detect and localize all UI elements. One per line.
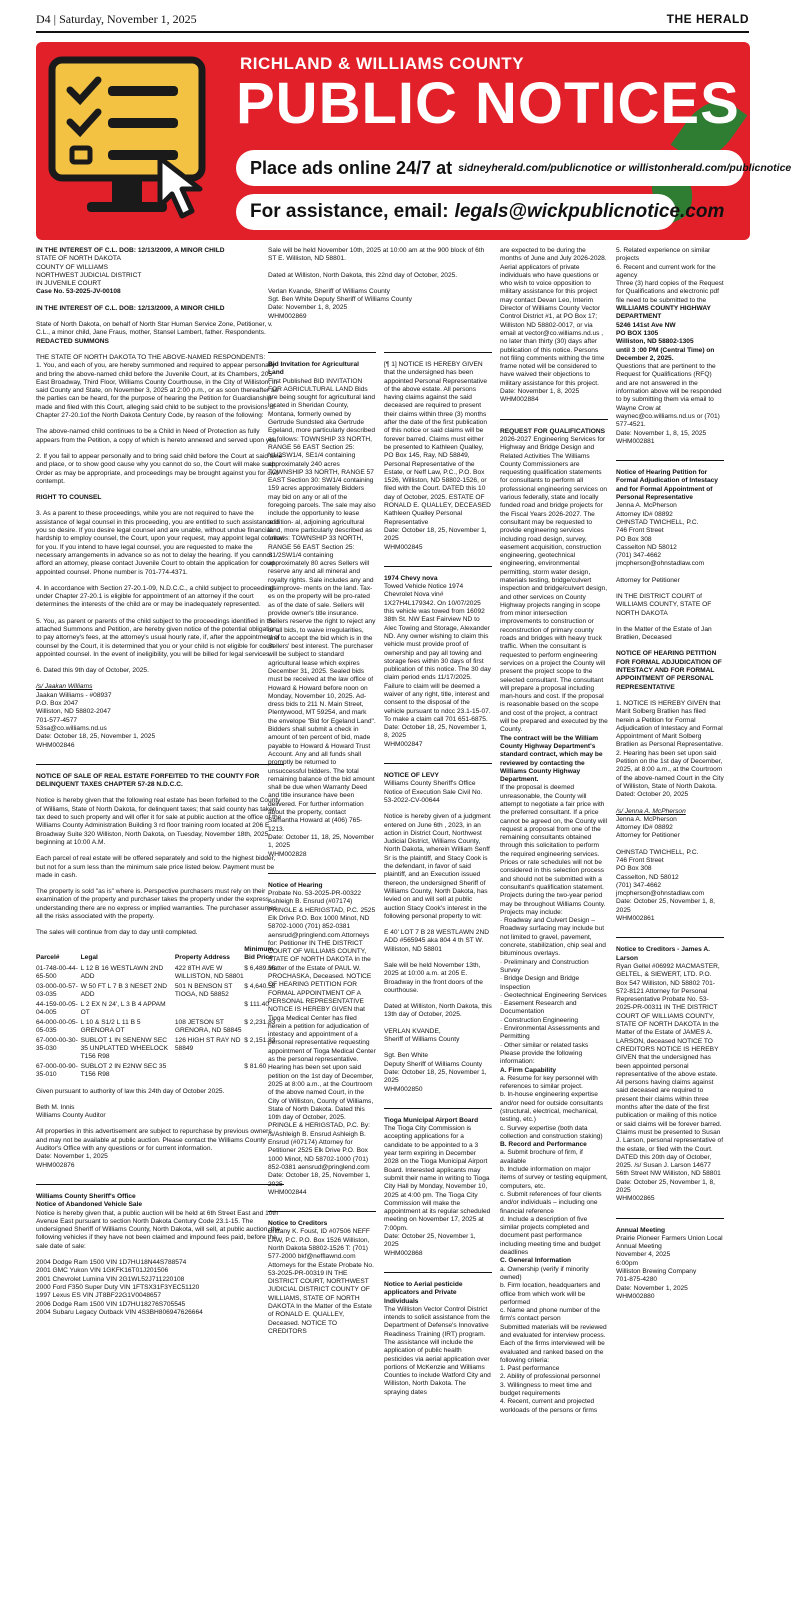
paragraph: Please provide the following information: bbox=[500, 1049, 583, 1066]
paragraph: are expected to be during the months of June and July 2026-2028. Aerial applicators of private individuals who have questions or who wish to voice opposition to military assistance for this project may contact Devan Leo, Interim Director of Williams County Vector Control District #1, at PO Box 17; Williston ND 58802-0017, or via email at vector@co.williams.nd.us , no later than thirty (30) days after publication of this notice. Persons not filing comments withing the time frame noted will be considered to have waived their objections to military assistance for this project. bbox=[500, 247, 607, 387]
text-line: Date: October 25, November 1, 8, 2025 bbox=[616, 898, 715, 914]
paragraph: The sales will continue from day to day until completed. bbox=[36, 929, 198, 937]
notice-title: Tioga Municipal Airport Board bbox=[384, 1116, 479, 1124]
text-line: WHM002876 bbox=[36, 1161, 75, 1169]
banner-subtitle: RICHLAND & WILLIAMS COUNTY bbox=[240, 54, 525, 73]
text-line: Verlan Kvande, Sheriff of Williams County bbox=[268, 287, 390, 295]
list-item: 2. Ability of professional personnel bbox=[500, 1373, 601, 1381]
text-line: WHM002844 bbox=[268, 1188, 307, 1196]
place-ads-pill bbox=[236, 150, 791, 186]
banner-title: PUBLIC NOTICES bbox=[236, 71, 740, 136]
text-line: Date: October 18, 25, November 1, 2025 bbox=[384, 526, 487, 543]
paragraph: THE STATE OF NORTH DAKOTA TO THE ABOVE-NAMED RESPONDENTS: bbox=[36, 353, 266, 361]
list-item: b. Include information on major items of survey or testing equipment, computers, etc. bbox=[500, 1166, 608, 1190]
table-row bbox=[36, 1018, 284, 1036]
text-line: Dated: October 20, 2025 bbox=[616, 791, 689, 799]
text-line: (701) 347-4662 bbox=[616, 552, 662, 560]
text-line: WILLIAMS COUNTY HIGHWAY DEPARTMENT bbox=[616, 305, 711, 321]
cell: $ 2,151.83 bbox=[244, 1036, 276, 1044]
text-line: Beth M. Innis bbox=[36, 1103, 75, 1111]
divider bbox=[500, 419, 608, 420]
notice-title: Notice of Abandoned Vehicle Sale bbox=[36, 1201, 143, 1209]
text-line: OHNSTAD TWICHELL, P.C. bbox=[616, 518, 699, 526]
list-item: 2004 Subaru Legacy Outback VIN 4S3BH806947626664 bbox=[36, 1308, 203, 1316]
paragraph: Three (3) hard copies of the Request for Qualifications and electronic pdf file need to be submitted to the bbox=[616, 280, 724, 304]
section-heading: B. Record and Performance bbox=[500, 1141, 587, 1149]
cell: L 2 EX N 24', L 3 B 4 APPAM OT bbox=[80, 1000, 166, 1016]
text-line: Prairie Pioneer Farmers Union Local bbox=[616, 1234, 723, 1242]
paragraph: Towed Vehicle Notice 1974 Chevrolet Nova vin# 1X27H4L179342. On 10/07/2025 this vehicle was towed from 16092 38th St. NW East Fairview ND to Alec Towing and Storage, Alexander ND. Any owner wishing to claim this vehicle must provide proof of ownership and pay all towing and storage fees within 30 days of first publication of this notice. The 30 day claim period ends 11/17/2025. Failure to claim will be deemed a waiver of any right, title, interest and consent to the disposal of the vehicle pursuant to ndcc 23.1-15-07. To make a claim call 701 651-6875. bbox=[384, 583, 491, 723]
text-line: Sgt. Ben White bbox=[384, 1052, 428, 1060]
paragraph: 2. Hearing has been set upon said Petition on the 1st day of December, 2025, at 8:00 a.m., at the Courtroom of the above-named Court in the City of Williston, State of North Dakota. bbox=[616, 749, 724, 790]
case-number: Case No. 53-2025-JV-00108 bbox=[36, 288, 121, 296]
notice-title: Notice of Hearing Petition for Formal Adjudication of Intestacy and for Formal Appointment of Personal Representative bbox=[616, 469, 718, 502]
list-item: · Other similar or related tasks bbox=[500, 1041, 589, 1049]
text-line: Date: October 25, November 1, 8, 2025 bbox=[616, 1178, 715, 1194]
divider bbox=[268, 873, 376, 874]
text-line: jmcpherson@ohnstadlaw.com bbox=[616, 890, 705, 898]
text-line: NORTHWEST JUDICIAL DISTRICT bbox=[36, 271, 142, 279]
text-line: Jenna A. McPherson bbox=[616, 502, 677, 510]
paragraph: Submitted materials will be reviewed and evaluated for interview process. Each of the firms interviewed will be evaluated and ranked based on the following criteria: bbox=[500, 1323, 607, 1364]
text-line: WHM002869 bbox=[268, 312, 307, 320]
notice-title: Notice to Aerial pesticide applicators and Private Individuals bbox=[384, 1280, 463, 1305]
paragraph: The above-named child continues to be a Child in Need of Protection as fully appears from the Petition, a copy of which is hereto annexed and served upon you. bbox=[36, 428, 279, 444]
paragraph: Sale will be held November 10th, 2025 at 10:00 am at the 900 block of 6th ST E. Williston, ND 58801. bbox=[268, 247, 485, 263]
paragraph: 2. If you fail to appear personally and to bring said child before the Court at said time and place, or to show good cause why you cannot do so, the Court will make such Order as may be appropriate, and proceedings may be brought against you for civil contempt. bbox=[36, 452, 283, 485]
cell: $ 2,231.83 bbox=[244, 1018, 276, 1026]
cell: 501 N BENSON ST TIOGA, ND 58852 bbox=[174, 982, 233, 998]
text-line: WHM002881 bbox=[616, 437, 655, 445]
text-line: Attorney for Petitioner bbox=[616, 576, 680, 584]
list-item: · Geotechnical Engineering Services bbox=[500, 991, 607, 999]
list-item: 5. Related experience on similar projects bbox=[616, 247, 711, 263]
paragraph: First Published BID INVITATION FOR AGRICULTURAL LAND Bids are being sought for agricultural land located in Sheridan County, Montana, formerly owned by Gertrude Sundsted aka Gertrude Egeland, more particularly described as follows: TOWNSHIP 33 NORTH, RANGE 56 EAST Section 25: N1/2SW1/4, SE1/4 containing approximately 240 acres TOWNSHIP 33 NORTH, RANGE 57 EAST Section 30: SW1/4 containing 159 acres approximately Bidders may bid on any or all of the foregoing parcels. The sale may also include the opportunity to lease addition- al, adjoining agricultural land, more particularly described as follows: TOWNSHIP 33 NORTH, RANGE 56 EAST Section 25: S1/2SW1/4 containing approximately 80 acres Sellers will reserve any and all mineral and royalty rights. Sale includes any and all improve- ments on the land. Tax- es on the property will be pro-rated as of the date of sale. Sellers will provide owner's title insurance. Sellers reserve the right to reject any or all bids, to waive irregularities, and to accept the bid which is in the Sellers' best interest. The purchaser will be subject to standard agricultural lease which expires December 31, 2025. Sealed bids must be received at the law office of Howard & Howard before noon on Monday, November 10, 2025. Ad- dress bids to 211 N. Main Street, Plentywood, MT 59254, and mark the envelope "Bid for Egeland Land". Bidders shall submit a check in amount of ten percent of bid, made payable to Howard & Howard Trust Account. Any and all funds shall promptly be returned to unsuccessful bidders. The total remaining balance of the bid amount shall be due when Warranty Deed and title insurance have been delivered. For further information about the property, contact Samantha Howard at (406) 765-1213. bbox=[268, 377, 376, 833]
signature: /s/ Jenna A. McPherson bbox=[616, 807, 686, 815]
list-item: 2006 Dodge Ram 1500 VIN 1D7HU18276S705545 bbox=[36, 1300, 186, 1308]
text-line: STATE OF NORTH DAKOTA bbox=[36, 255, 121, 263]
column-header: Legal bbox=[80, 953, 98, 961]
cell: $ 6,489.36 bbox=[244, 964, 276, 972]
header-rule bbox=[36, 31, 749, 33]
text-line: Attorney ID# 08892 bbox=[616, 510, 673, 518]
redacted-summons: REDACTED SUMMONS bbox=[36, 337, 109, 345]
notice-title: Annual Meeting bbox=[616, 1226, 666, 1234]
text-line: Date: November 1, 8, 15, 2025 bbox=[616, 429, 707, 437]
paragraph: Dated at Williston, North Dakota, this 13th day of October, 2025. bbox=[384, 1003, 492, 1019]
divider bbox=[384, 1108, 492, 1109]
notice-title: NOTICE OF LEVY bbox=[384, 772, 439, 780]
column-3 bbox=[268, 352, 376, 1336]
public-notices-banner bbox=[36, 42, 791, 240]
column-6 bbox=[616, 247, 724, 1301]
paragraph: Questions that are pertinent to the Request for Qualifications (RFQ) and are not answered in the information above will be responded to by submitting them via email to Wayne Crow at waynec@co.williams.nd.us or (701) 577-4521. bbox=[616, 363, 722, 429]
divider bbox=[384, 566, 492, 567]
paragraph: Sale will be held November 13th, 2025 at 10:00 a.m. at 205 E. Broadway in the front doors of the courthouse. bbox=[384, 962, 483, 994]
monitor-checklist-icon bbox=[42, 50, 228, 236]
text-line: COUNTY OF WILLIAMS bbox=[36, 263, 109, 271]
text-line: 6:00pm bbox=[616, 1259, 638, 1267]
notice-title: Bid Invitation for Agricultural Land bbox=[268, 361, 359, 377]
paragraph: In the Matter of the Estate of Jan Bratlien, Deceased bbox=[616, 625, 712, 642]
column-1 bbox=[36, 247, 284, 1317]
list-item: 3. Willingness to meet time and budget requirements bbox=[500, 1381, 592, 1398]
list-item: c. Survey expertise (both data collection and construction staking) bbox=[500, 1124, 603, 1140]
table-row bbox=[36, 1036, 284, 1062]
text-line: VERLAN KVANDE, bbox=[384, 1027, 441, 1035]
divider bbox=[616, 937, 724, 938]
notice-title: Williams County Sheriff's Office bbox=[36, 1192, 136, 1200]
paragraph: Notice is hereby given that, a public auction will be held at 6th Street East and 10th Avenue East pursuant to section North Dakota Century Code 23.1-15. The undersigned Sheriff of Williams County, North Dakota, will sell, at public auction, the following vehicles if they have not been claimed and impound fees paid, before the sale date of sale: bbox=[36, 1209, 281, 1250]
paragraph: IN THE DISTRICT COURT of WILLIAMS COUNTY, STATE OF NORTH DAKOTA bbox=[616, 592, 712, 617]
text-line: Date: November 1, 2025 bbox=[616, 1284, 688, 1292]
list-item: 1997 Lexus ES VIN JT8BF22G1V0048657 bbox=[36, 1292, 161, 1300]
text-line: WHM002850 bbox=[384, 1085, 423, 1093]
list-item: c. Name and phone number of the firm's contact person bbox=[500, 1307, 601, 1323]
list-item: a. Submit brochure of firm, if available bbox=[500, 1149, 583, 1165]
notice-title: NOTICE OF SALE OF REAL ESTATE FORFEITED TO THE COUNTY FOR DELINQUENT TAXES CHAPTER 57-28 N.D.C.C. bbox=[36, 772, 260, 789]
bold-paragraph: The contract will be the William County Highway Department's standard contract, which may be reviewed by contacting the Williams County Highway Department. bbox=[500, 734, 603, 784]
divider bbox=[384, 763, 492, 764]
paragraph: Each parcel of real estate will be offered separately and sold to the highest bidder, but not for a sum less than the minimum sale price listed below. Payment must be made in cash. bbox=[36, 855, 276, 879]
section-heading: A. Firm Capability bbox=[500, 1066, 557, 1074]
text-line: Date: November 1, 8, 2025 bbox=[500, 388, 580, 396]
paragraph: [¶ 1] NOTICE IS HEREBY GIVEN that the undersigned has been appointed Personal Representative of the above estate. All persons having claims against the said deceased are required to present their claims within three (3) months after the date of the first publication of this notice or said claims will be forever barred. Claims must either be presented to Kathleen Qualley, PO Box 145, Ray, ND 58849, Personal Representative of the Estate, or Neff Law, P.C., P.O. Box 1526, Williston, ND 58802-1526, or filed with the Court. DATED this 10 day of October, 2025. ESTATE OF RONALD E. QUALLEY, DECEASED Kathleen Qualley Personal Representative bbox=[384, 361, 491, 526]
text-line: Attorney for Petitioner bbox=[616, 832, 680, 840]
section-heading: RIGHT TO COUNSEL bbox=[36, 494, 102, 502]
text-line: 746 Front Street bbox=[616, 857, 664, 864]
text-line: 701-875-4280 bbox=[616, 1276, 658, 1284]
notice-title: REQUEST FOR QUALIFICATIONS bbox=[500, 427, 606, 435]
cell: SUBLOT 2 IN E2NW SEC 35 T156 R98 bbox=[80, 1062, 167, 1078]
cell: W 50 FT L 7 B 3 NESET 2ND ADD bbox=[80, 982, 167, 998]
deadline: until 3 :00 PM (Central Time) on December 2, 2025. bbox=[616, 346, 715, 362]
text-line: November 4, 2025 bbox=[616, 1251, 671, 1259]
section-heading: C. General Information bbox=[500, 1257, 572, 1265]
text-line: Williston, ND 58802-2047 bbox=[36, 708, 111, 716]
table-row bbox=[36, 964, 284, 982]
paper-name: THE HERALD bbox=[666, 12, 749, 26]
cell: $ 4,640.58 bbox=[244, 982, 276, 990]
page-date: D4 | Saturday, November 1, 2025 bbox=[36, 11, 197, 26]
parcel-table bbox=[36, 946, 284, 1080]
text-line: 746 Front Street bbox=[616, 527, 664, 535]
notice-title: Notice to Creditors bbox=[268, 1220, 328, 1228]
cell bbox=[175, 1062, 244, 1080]
text-line: PO BOX 1305 bbox=[616, 329, 659, 337]
paragraph: 1. NOTICE IS HEREBY GIVEN that Marit Solberg Bratlien has filed herein a Petition for Formal Adjudication of Intestacy and Formal Appointment of Marit Solberg Bratlien as Personal Representative. bbox=[616, 699, 724, 749]
paragraph: All properties in this advertisement are subject to repurchase by previous owners and may not be available at public auction. Please contact the Williams County Auditor's Office with any questions or for current information. bbox=[36, 1128, 272, 1153]
paragraph: 2026-2027 Engineering Services for Highway and Bridge Design and Related Activities The Williams County Commissioners are requesting qualification statements for consultants to perform all professional engineering services on various federally, state and locally funded road and bridge projects for the Fiscal Years 2026-2027. The consultant may be requested to provide engineering services including road design, survey, easement acquisition, construction engineering, geotechnical engineering, environmental permitting, storm water design, materials testing, bridge/culvert inspection and bridge/culvert design, and other services on County Highway projects ranging in scope from minor intersection improvements to construction or reconstruction of primary county roads and bridges with heavy truck traffic. When the consultant is requested to perform engineering services on a project the County will present the project scope to the selected consultant. The consultant will prepare a proposal including man-hours and cost. If the proposal is reasonable based on the scope and cost of the project, a contract will be prepared and executed by the County. bbox=[500, 435, 608, 734]
text-line: Williston, ND 58802-1305 bbox=[616, 338, 694, 346]
cell: 67-000-00-30-35-030 bbox=[36, 1036, 78, 1052]
text-line: Sgt. Ben White Deputy Sheriff of Williams County bbox=[268, 296, 412, 304]
notice-title: IN THE INTEREST OF C.L. DOB: 12/13/2009, A MINOR CHILD bbox=[36, 247, 225, 254]
paragraph: Dated at Williston, North Dakota, this 22nd day of October, 2025. bbox=[268, 271, 458, 279]
list-item: · Construction Engineering bbox=[500, 1016, 579, 1024]
text-line: IN JUVENILE COURT bbox=[36, 280, 102, 288]
parties: State of North Dakota, on behalf of North Star Human Service Zone, Petitioner, v. C.L., a minor child, Jane Fraus, mother, Stansel Lambert, father. Respondents. bbox=[36, 321, 273, 337]
text-line: P.O. Box 2047 bbox=[36, 700, 79, 708]
divider bbox=[268, 352, 376, 353]
text-line: WHM002845 bbox=[384, 543, 423, 551]
assist-text: For assistance, email: bbox=[250, 201, 449, 222]
text-line: Williston Brewing Company bbox=[616, 1268, 697, 1276]
place-ads-urls[interactable]: sidneyherald.com/publicnotice or willistonherald.com/publicnotice bbox=[458, 162, 791, 174]
text-line: Casselton ND 58012 bbox=[616, 543, 677, 551]
paragraph: 3. As a parent to these proceedings, while you are not required to have the assistance of legal counsel in this proceeding, you are entitled to such assistance if you so desire. If you desire legal counsel and are unable, without undue financial hardship to employ counsel, the Court, upon your request, may appoint legal counsel for you. If you intend to have legal counsel, you are requested to make the necessary arrangements in advance so as not to delay the hearing. If you cannot afford an attorney, please contact Juvenile Court to obtain the application for court-appointed counsel. Phone number is 701-774-4371. bbox=[36, 510, 284, 576]
paragraph: The Williston Vector Control District intends to solicit assistance from the Department of Defense's Innovative Readiness Training (IRT) program. The assistance will include the application of public health pesticides via aerial application over portions of McKenzie and Williams Counties to include Watford City and Williston, North Dakota. The spraying dates bbox=[384, 1305, 491, 1396]
cell: 67-000-00-90-35-010 bbox=[36, 1062, 78, 1078]
text-line: Date: October 25, November 1, 2025 bbox=[384, 1233, 476, 1249]
divider bbox=[268, 1211, 376, 1212]
paragraph: Probate No. 53-2025-PR-00322 Ashleigh B. Ensrud (#07174) PRINGLE & HERIGSTAD, P.C. 2525 Elk Drive P.O. Box 1000 Minot, ND 58702-1000 (701) 852-0381 aensrud@pringlend.com Attorneys for: Petitioner IN THE DISTRICT COURT OF WILLIAMS COUNTY, STATE OF NORTH DAKOTA In the Matter of the Estate of PAUL W. PROCHASKA, Deceased. NOTICE OF HEARING PETITION FOR FORMAL APPOINTMENT OF A PERSONAL REPRESENTATIVE NOTICE IS HEREBY GIVEN that Tioga Medical Center has filed herein a petition for adjudication of intestacy and appointment of a personal representative requesting appointment of Tioga Medical Center as the personal representative. Hearing has been set upon said petition on the 1st day of December, 2025 at 8:00 a.m., at the Courtroom of the above named Court, in the City of Williston, County of Williams, State of North Dakota. Dated this 10th day of October, 2025. PRINGLE & HERIGSTAD, P.C. By: /s/Ashleigh B. Ensrud Ashleigh B. Ensrud (#07174) Attorney for Petitioner 2525 Elk Drive P.O. Box 1000 Minot, ND 58702-1000 (701) 852-0381 aensrud@pringlend.com bbox=[268, 890, 376, 1171]
text-line: jmcpherson@ohnstadlaw.com bbox=[616, 560, 705, 568]
divider bbox=[384, 1272, 492, 1273]
paragraph: The property is sold "as is" where is. Perspective purchasers must rely on their examination of the property and purchaser takes the property under the express understanding there are no express or implied warranties. The purchaser assumes all the risks associated with the property. bbox=[36, 888, 278, 920]
cell: 03-000-00-57-03-035 bbox=[36, 982, 78, 998]
place-ads-text: Place ads online 24/7 at bbox=[250, 157, 453, 178]
list-item: 1. Past performance bbox=[500, 1365, 560, 1373]
list-item: a. Resume for key personnel with references to similar project. bbox=[500, 1074, 598, 1091]
text-line: Deputy Sheriff of Williams County bbox=[384, 1060, 483, 1068]
column-header: Parcel# bbox=[36, 953, 60, 961]
divider bbox=[36, 764, 284, 765]
paragraph: 1. You, and each of you, are hereby summoned and required to appear personally and bring the above-named child before the Juvenile Court, at its Chambers, 205 East Broadway, Third Floor, Williams County Courthouse, in the City of Williston, in said County and State, on November 3, 2025 at 2:00 p.m., or as soon thereafter as the parties can be heard, for the purpose of hearing the Petition for Guardianship made and filed with this Court, alleging said child to be subject to the provisions of Chapter 27-20.1of the North Dakota Century Code, by reason of the following: bbox=[36, 362, 278, 420]
divider bbox=[616, 1218, 724, 1219]
paragraph: Ryan Gellel #06992 MACMASTER, GELTEL, & SIEWERT, LTD. P.O. Box 547 Williston, ND 58802 701-572-8121 Attorney for Personal Representative Probate No. 53-2025-PR-00311 IN THE DISTRICT COURT OF WILLIAMS COUNTY, STATE OF NORTH DAKOTA In the Matter of the Estate of JAMES A. LARSON, deceased NOTICE TO CREDITORS NOTICE IS HEREBY GIVEN that the undersigned has been appointed personal representative of the above estate. All persons having claims against said deceased are required to present their claims within three months after the date of the first publication or mailing of this notice or said claims will be forever barred. Claims must be presented to Susan J. Larson, personal representative of the estate, or filed with the Court. DATED this 20th day of October, 2025. /s/ Susan J. Larson 14677 56th Street NW Williston, ND 58801 bbox=[616, 962, 724, 1178]
notice-title: Notice of Hearing bbox=[268, 881, 323, 889]
text-line: Jenna A. McPherson bbox=[616, 815, 677, 823]
divider bbox=[36, 1184, 284, 1185]
signature: /s/ Jaakan Williams bbox=[36, 683, 93, 691]
paragraph: 4. In accordance with Section 27-20.1-09, N.D.C.C., a child subject to proceedings under Chapter 27-20.1 is eligible for appointment of an attorney if the court determines the interests of the child are or may be inadequately represented. bbox=[36, 584, 277, 609]
list-item: 6. Recent and current work for the agency bbox=[616, 263, 716, 279]
list-item: b. In-house engineering expertise and/or need for outside consultants (structural, electrical, mechanical, testing, etc.) bbox=[500, 1091, 604, 1124]
text-line: Jaakan Williams - #08937 bbox=[36, 691, 112, 699]
list-item: 2004 Dodge Ram 1500 VIN 1D7HU18N44S788574 bbox=[36, 1259, 187, 1267]
paragraph: Williams County Sheriff's Office Notice of Execution Sale Civil No. 53-2022-CV-00644 bbox=[384, 780, 483, 804]
text-line: PO Box 308 bbox=[616, 535, 652, 543]
cell: 108 JETSON ST GRENORA, ND 58845 bbox=[174, 1018, 242, 1034]
text-line: Date: November 1, 2025 bbox=[36, 1153, 108, 1161]
list-item: · Easement Research and Documentation bbox=[500, 1000, 577, 1016]
assist-email[interactable]: legals@wickpublicnotice.com bbox=[454, 201, 725, 222]
list-item: b. Firm location, headquarters and office from which work will be performed bbox=[500, 1282, 601, 1306]
cell: L 12 B 16 WESTLAWN 2ND ADD bbox=[80, 964, 164, 980]
column-header: Property Address bbox=[174, 953, 230, 961]
table-header-row bbox=[36, 946, 284, 964]
text-line: Date: October 18, 25, November 1, 8, 2025 bbox=[384, 724, 487, 740]
text-line: Williams County Auditor bbox=[36, 1112, 106, 1120]
list-item: 2001 GMC Yukon VIN 1GKFK16T01J201506 bbox=[36, 1267, 169, 1275]
text-line: (701) 347-4662 bbox=[616, 881, 662, 889]
paragraph: E 40' LOT 7 B 28 WESTLAWN 2ND ADD #565945 aka 804 4 th ST W. Williston, ND 58801 bbox=[384, 929, 489, 953]
paragraph: Notice is hereby given that the following real estate has been forfeited to the County of Williams, State of North Dakota, for delinquent taxes; that said county has taken tax deed to such property and will offer it for sale at public auction at the office of the Williams County Administration Building 3 rd floor training room located at 206 E Broadway Suite 320 Williston, North Dakota, on Tuesday, November 18th, 2025, beginning at 10:00 A.M. bbox=[36, 797, 282, 846]
list-item: d. Include a description of five similar projects completed and document past performance including meeting time and budget deadlines bbox=[500, 1215, 601, 1257]
text-line: Date: November 1, 8, 2025 bbox=[268, 304, 348, 312]
cell: 422 8TH AVE W WILLISTON, ND 58801 bbox=[174, 964, 244, 980]
cell: $ 81.60 bbox=[244, 1062, 267, 1070]
list-item: a. Ownership (verify if minority owned) bbox=[500, 1265, 589, 1281]
table-row bbox=[36, 1062, 284, 1080]
notice-title: IN THE INTEREST OF C.L. DOB: 12/13/2009, A MINOR CHILD bbox=[36, 304, 225, 312]
assist-pill bbox=[236, 194, 725, 230]
text-line: Date: October 11, 18, 25, November 1, 2025 bbox=[268, 833, 374, 850]
list-item: c. Submit references of four clients and/or individuals – including one financial reference bbox=[500, 1190, 602, 1215]
paragraph: Given pursuant to authority of law this 24th day of October 2025. bbox=[36, 1087, 225, 1095]
cell: SUBLOT 1 IN SENENW SEC 35 UNPLATTED WHEELOCK T156 R98 bbox=[80, 1036, 169, 1060]
list-item: 4. Recent, current and projected workloads of the persons or firms bbox=[500, 1398, 598, 1414]
cell: 64-000-00-05-05-035 bbox=[36, 1018, 78, 1034]
list-item: · Preliminary and Construction Survey bbox=[500, 958, 589, 974]
column-5 bbox=[500, 247, 608, 1415]
text-line: WHM002868 bbox=[384, 1249, 423, 1257]
text-line: 701-577-4577 bbox=[36, 716, 78, 724]
list-item: 2001 Chevrolet Lumina VIN 2G1WL52J711220108 bbox=[36, 1275, 185, 1283]
text-line: Attorney ID# 08892 bbox=[616, 824, 673, 832]
paragraph: 6. Dated this 9th day of October, 2025. bbox=[36, 667, 149, 675]
column-2-top bbox=[268, 247, 494, 321]
table-row bbox=[36, 1000, 284, 1018]
divider bbox=[616, 460, 724, 461]
bold-paragraph: NOTICE OF HEARING PETITION FOR FORMAL ADJUDICATION OF INTESTACY AND FOR FORMAL APPOINTMENT OF PERSONAL REPRESENTATIVE bbox=[616, 650, 722, 691]
text-line: Date: October 18, 25, November 1, 2025 bbox=[36, 733, 156, 741]
column-4 bbox=[384, 352, 492, 1397]
cell: 44-159-00-05-04-005 bbox=[36, 1000, 78, 1016]
list-item: · Environmental Assessments and Permitting bbox=[500, 1025, 600, 1041]
page-header bbox=[36, 8, 749, 30]
text-line: Date: October 18, 25, November 1, 2025 bbox=[384, 1068, 487, 1085]
text-line: WHM002861 bbox=[616, 915, 655, 923]
cell bbox=[175, 1000, 244, 1018]
text-line: 53sa@co.williams.nd.us bbox=[36, 724, 107, 732]
paragraph: Notice is hereby given of a judgment entered on June 6th , 2023, in an action in District Court, Northwest Judicial District, Williams County, North Dakota, wherein William Senff Sr is the plaintiff, and Stacy Cook is the defendant, in favor of said plaintiff, and an Execution issued thereon, the undersigned Sheriff of Williams County, North Dakota, has levied on and will sell at public auction Stacy Cook's interest in the following personal property to wit: bbox=[384, 813, 491, 920]
column-header: Minimum Bid Price bbox=[244, 945, 274, 961]
text-line: WHM002847 bbox=[384, 740, 423, 748]
cell: L 10 & S1/2 L 11 B 5 GRENORA OT bbox=[80, 1018, 141, 1034]
paragraph: 5. You, as parent or parents of the child subject to the proceedings identified in the attached Summons and Petition, are hereby given notice of the potential obligation to pay attorney's fees, at the attorney's usual hourly rate, if, after the appointment of counsel by the Court, it is determined that you or your child is not eligible for court-appointed counsel. In the event of ineligibility, you will be billed for legal services. bbox=[36, 617, 280, 658]
cell: 126 HIGH ST RAY ND 58849 bbox=[174, 1036, 241, 1052]
text-line: WHM002865 bbox=[616, 1195, 655, 1203]
paragraph: If the proposal is deemed unreasonable, the County will attempt to negotiate a fair price with the preferred consultant. If a price cannot be agreed on, the County will request a proposal from one of the remaining consultants obtained through this solicitation to perform the required engineering services. Prices or rate schedules will not be considered in this selection process and should not be submitted with a consultant's qualification statement. Projects during the two-year period may be throughout Williams County. Projects may include: bbox=[500, 784, 608, 916]
cell: 01-748-00-44-65-500 bbox=[36, 964, 78, 980]
text-line: Date: October 18, 25, November 1, 2025 bbox=[268, 1172, 371, 1188]
text-line: 5246 141st Ave NW bbox=[616, 321, 676, 329]
text-line: WHM002884 bbox=[500, 396, 539, 404]
text-line: WHM002880 bbox=[616, 1292, 655, 1300]
text-line: Sheriff of Williams County bbox=[384, 1036, 460, 1044]
notice-title: Notice to Creditors - James A. Larson bbox=[616, 946, 710, 962]
paragraph: Brittany K. Foust, ID #07506 NEFF LAW, P.C. P.O. Box 1526 Williston, North Dakota 58802-1526 T: (701) 577-2000 bkf@nefflawnd.com Attorneys for the Estate Probate No. 53-2025-PR-00319 IN THE DISTRICT COURT, NORTHWEST JUDICIAL DISTRICT COUNTY OF WILLIAMS, STATE OF NORTH DAKOTA In the Matter of the Estate of RONALD E. QUALLEY, Deceased. NOTICE TO CREDITORS bbox=[268, 1228, 374, 1335]
table-row bbox=[36, 982, 284, 1000]
text-line: Annual Meeting bbox=[616, 1243, 662, 1251]
list-item: 2000 Ford F350 Super Duty VIN 1FTSX31F3YEC51120 bbox=[36, 1283, 200, 1291]
text-line: OHNSTAD TWICHELL, P.C. bbox=[616, 848, 699, 856]
divider bbox=[384, 352, 492, 353]
list-item: · Bridge Design and Bridge Inspection bbox=[500, 975, 580, 991]
paragraph: The Tioga City Commission is accepting applications for a candidate to be appointed to a 3 year term expiring in December 2028 on the Tioga Municipal Airport Board. Interested applicants may submit their name in writing to Tioga City Hall by Monday, November 10, 2025 at 4:00 pm. The Tioga City Commission will make the appointment at its regular scheduled meeting on November 17, 2025 at 7:00pm. bbox=[384, 1125, 491, 1232]
cell: $ 111.40 bbox=[244, 1000, 269, 1008]
text-line: WHM002846 bbox=[36, 741, 75, 749]
notice-title: 1974 Chevy nova bbox=[384, 574, 438, 582]
text-line: WHM002828 bbox=[268, 850, 307, 858]
text-line: Casselton, ND 58012 bbox=[616, 873, 679, 881]
list-item: · Roadway and Culvert Design – Roadway surfacing may include but not limited to gravel, pavement, concrete, stabilization, chip seal and bituminous overlays. bbox=[500, 917, 606, 958]
text-line: PO Box 308 bbox=[616, 865, 652, 873]
